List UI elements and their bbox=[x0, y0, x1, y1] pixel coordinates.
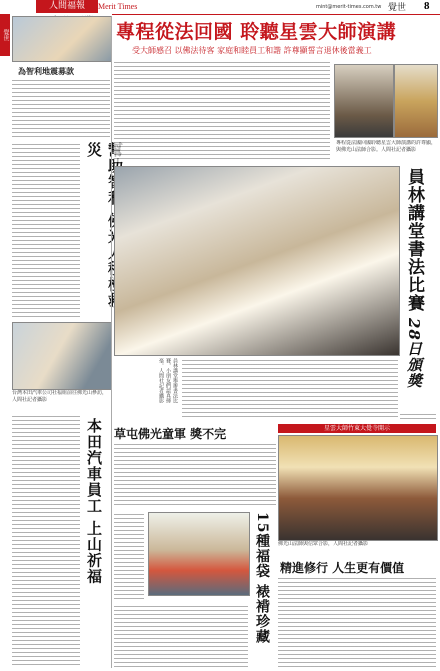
header-rule bbox=[112, 14, 440, 15]
masthead bbox=[0, 0, 440, 14]
article-text-block bbox=[12, 78, 110, 140]
contact-email: mint@merit-times.com.tw bbox=[316, 4, 382, 10]
top-left-photo bbox=[12, 16, 112, 62]
newspaper-logo-english: Merit Times bbox=[98, 2, 138, 11]
flower-photo bbox=[394, 64, 438, 138]
main-subheadline: 受大師感召 以佛法待客 家庭和睦員工和諧 許尊顯誓言退休後當義工 bbox=[132, 46, 372, 55]
scouts-headline: 草屯佛光童軍 獎不完 bbox=[114, 427, 227, 441]
article-text-block bbox=[114, 60, 330, 162]
headline-chile-relief: 災 bbox=[85, 142, 103, 158]
group-photo bbox=[278, 435, 438, 541]
section-banner: 星雲大師竹東大覺寺開示 bbox=[278, 424, 436, 433]
section-name: 覺世 bbox=[388, 3, 407, 13]
honda-visit-photo bbox=[12, 322, 112, 390]
main-headline: 專程從法回國 聆聽星雲大師演講 bbox=[116, 21, 397, 43]
small-headline: 為智利地震募款 bbox=[18, 66, 74, 76]
calligraphy-headline: 員林講堂書法比賽 bbox=[404, 168, 424, 312]
column-divider bbox=[111, 16, 112, 668]
article-text-block bbox=[114, 442, 276, 508]
section-tab: 覺世 bbox=[0, 14, 10, 56]
award-date-headline: 28日頒獎 bbox=[405, 318, 423, 389]
practice-headline: 精進修行 人生更有價值 bbox=[280, 561, 405, 575]
headline-honda: 本田汽車員工 上山祈福 bbox=[85, 418, 103, 585]
article-text-block bbox=[278, 576, 436, 668]
portrait-photo bbox=[334, 64, 394, 138]
portrait-caption: 專程從法國回國聆聽星雲大師演講的許尊顯，與佛光山法師合影。人間社記者攝影 bbox=[336, 140, 436, 153]
blessing-bags-headline: 15種福袋 裱褙珍藏 bbox=[254, 512, 270, 645]
calligraphy-contest-photo bbox=[114, 166, 400, 356]
calligraphy-caption: 員林講堂舉辦書法比賽，小朋友們認真揮毫。人間社記者攝影 bbox=[158, 358, 178, 403]
article-text-block bbox=[12, 414, 80, 666]
newspaper-logo: 人間福報 bbox=[36, 0, 98, 13]
group-photo-caption: 佛光山法師與信眾合影，人間社記者攝影 bbox=[278, 541, 369, 547]
page-number: 8 bbox=[424, 0, 430, 12]
article-text-block bbox=[114, 604, 248, 668]
article-text-block bbox=[114, 512, 144, 602]
article-text-block bbox=[12, 142, 80, 320]
scouts-photo bbox=[148, 512, 250, 596]
article-text-block bbox=[182, 358, 398, 420]
honda-photo-caption: 台灣本田汽車公司社福組前往佛光山參訪，人間社記者攝影 bbox=[12, 390, 108, 403]
article-text-block bbox=[400, 412, 436, 420]
